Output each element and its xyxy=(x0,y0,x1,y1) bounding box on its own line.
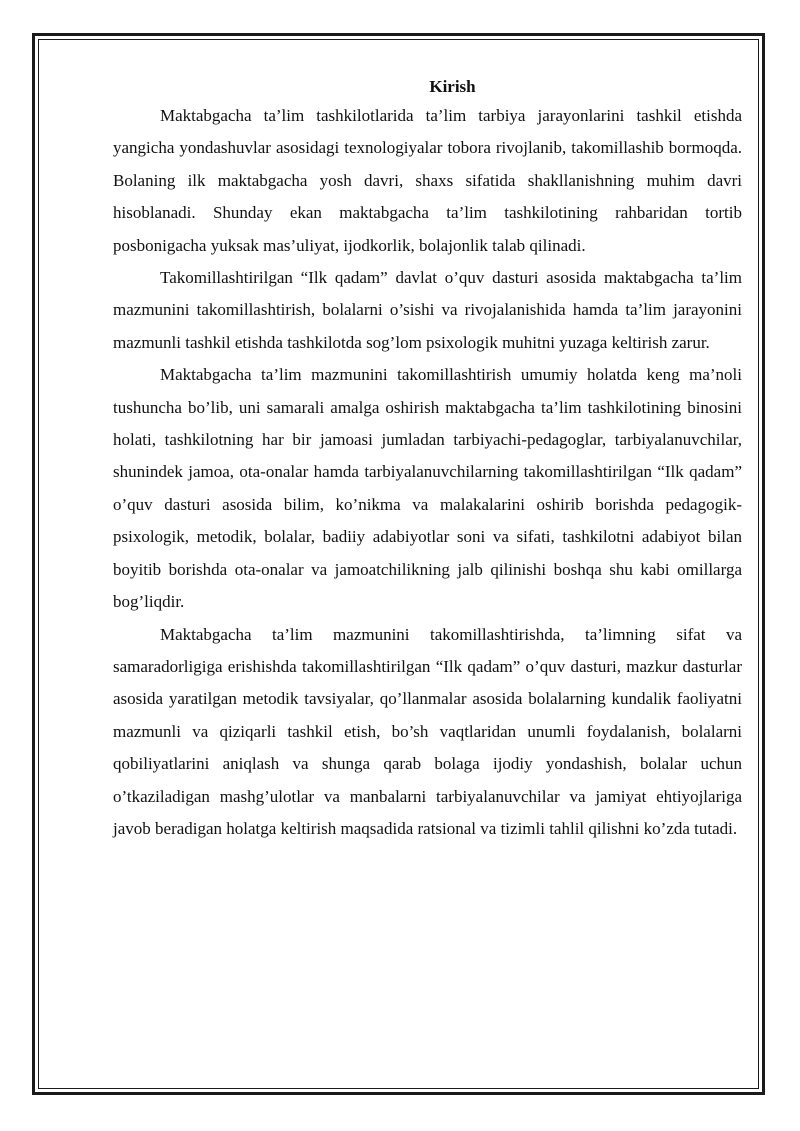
paragraph-2: Takomillashtirilgan “Ilk qadam” davlat o’quv dasturi asosida maktabgacha ta’lim mazmunini takomillashtirish, bolalarni o’sishi va rivojalanishida hamda ta’lim jarayonini mazmunli tashkil etishda tashkilotda sog’lom psixologik muhitni yuzaga keltirish zarur. xyxy=(113,268,742,352)
paragraph-4: Maktabgacha ta’lim mazmunini takomillashtirishda, ta’limning sifat va samaradorligiga erishishda takomillashtirilgan “Ilk qadam” o’quv dasturi, mazkur dasturlar asosida yaratilgan metodik tavsiyalar, qo’llanmalar asosida bolalarning kundalik faoliyatni mazmunli va qiziqarli tashkil etish, bo’sh vaqtlaridan unumli foydalanish, bolalarni qobiliyatlarini aniqlash va shunga qarab bolaga ijodiy yondashish, bolalar uchun o’tkaziladigan mashg’ulotlar va manbalarni tarbiyalanuvchilar va jamiyat ehtiyojlariga javob beradigan holatga keltirish maqsadida ratsional va tizimli tahlil qilishni ko’zda tutadi. xyxy=(113,624,742,838)
document-body xyxy=(113,74,742,845)
paragraph-3: Maktabgacha ta’lim mazmunini takomillashtirish umumiy holatda keng ma’noli tushuncha bo’lib, uni samarali amalga oshirish maktabgacha ta’lim tashkilotining binosini holati, tashkilotning har bir jamoasi jumladan tarbiyachi-pedagoglar, tarbiyalanuvchilar, shunindek jamoa, ota-onalar hamda tarbiyalanuvchilarning takomillashtirilgan “Ilk qadam” o’quv dasturi asosida bilim, ko’nikma va malakalarini oshirib borishda pedagogik-psixologik, metodik, bolalar, badiiy adabiyotlar soni va sifati, tashkilotni adabiyot bilan boyitib borishda ota-onalar va jamoatchilikning jalb qilinishi boshqa shu kabi omillarga bog’liqdir. xyxy=(113,365,742,612)
paragraph-1: Maktabgacha ta’lim tashkilotlarida ta’lim tarbiya jarayonlarini tashkil etishda yangicha yondashuvlar asosidagi texnologiyalar tobora rivojlanib, takomillashib bormoqda. Bolaning ilk maktabgacha yosh davri, shaxs sifatida shakllanishning muhim davri hisoblanadi. Shunday ekan maktabgacha ta’lim tashkilotining rahbaridan tortib posbonigacha yuksak mas’uliyat, ijodkorlik, bolajonlik talab qilinadi. xyxy=(113,106,742,255)
document-title: Kirish xyxy=(429,77,476,96)
